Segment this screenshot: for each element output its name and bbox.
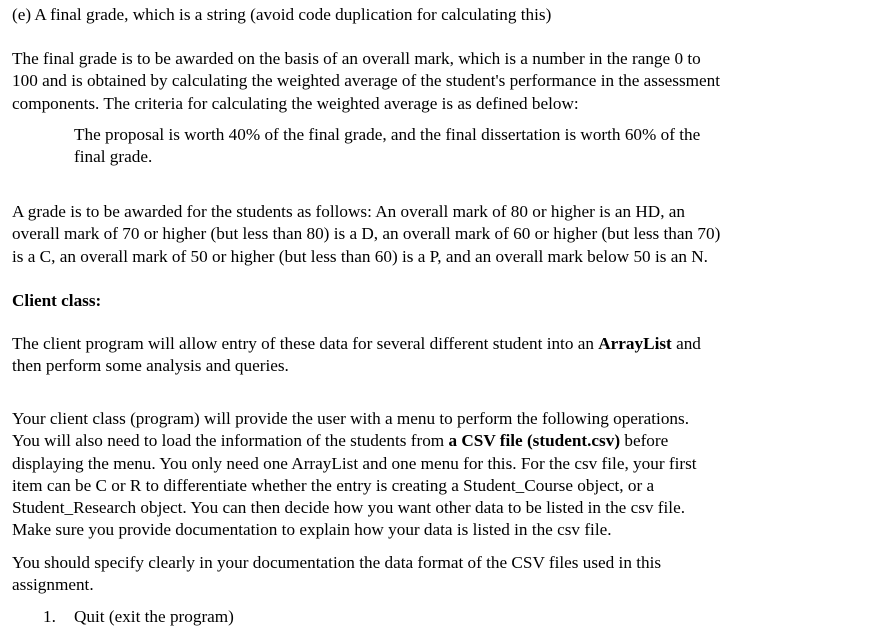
client-program-line-1-pre: The client program will allow entry of these data for several different student into an: [12, 334, 599, 353]
weighting-line-1: The proposal is worth 40% of the final grade, and the final dissertation is worth 60% of the: [74, 125, 701, 144]
section-e-text: (e) A final grade, which is a string (avoid code duplication for calculating this): [12, 5, 552, 24]
final-grade-line-2: 100 and is obtained by calculating the weighted average of the student's performance in the assessment: [12, 71, 721, 91]
menu-paragraph: [12, 408, 697, 542]
final-grade-line-3: components. The criteria for calculating the weighted average is as defined below:: [12, 93, 579, 113]
client-program-line-2: then perform some analysis and queries.: [12, 356, 289, 376]
final-grade-paragraph: [12, 48, 720, 115]
grades-line-2: overall mark of 70 or higher (but less than 80) is a D, an overall mark of 60 or higher (but less than 70): [12, 224, 721, 244]
grades-line-1: A grade is to be awarded for the students as follows: An overall mark of 80 or higher is an HD, an: [12, 202, 686, 221]
final-grade-line-1: The final grade is to be awarded on the basis of an overall mark, which is a number in the range 0 to: [12, 49, 701, 68]
menu-line-1: Your client class (program) will provide the user with a menu to perform the following operations.: [12, 409, 690, 428]
arraylist-bold: ArrayList: [598, 334, 672, 353]
client-program-line-1-post: and: [671, 334, 701, 353]
menu-list: [12, 606, 862, 628]
list-item-number: 1.: [43, 607, 56, 626]
menu-line-4: item can be C or R to differentiate whether the entry is creating a Student_Course object, or a: [12, 475, 655, 495]
menu-line-2-post: before: [620, 431, 669, 451]
csv-line-2: assignment.: [12, 575, 94, 595]
client-class-heading: Client class:: [12, 291, 102, 310]
weighting-line-2: final grade.: [74, 147, 153, 167]
list-item: [12, 606, 862, 628]
menu-line-6: Make sure you provide documentation to explain how your data is listed in the csv file.: [12, 520, 612, 540]
grades-line-3: is a C, an overall mark of 50 or higher (but less than 60) is a P, and an overall mark below 50 is an N.: [12, 246, 708, 266]
menu-line-2: [12, 430, 697, 452]
menu-line-5: Student_Research object. You can then decide how you want other data to be listed in the csv file.: [12, 498, 686, 518]
client-program-line-1: [12, 333, 701, 355]
client-program-paragraph: [12, 333, 701, 378]
grades-paragraph: [12, 201, 720, 268]
csv-paragraph: [12, 552, 661, 597]
csv-file-bold: a CSV file (student.csv): [448, 431, 621, 451]
csv-line-1: You should specify clearly in your documentation the data format of the CSV files used in this: [12, 553, 662, 572]
menu-line-3: displaying the menu. You only need one ArrayList and one menu for this. For the csv file, your first: [12, 453, 697, 473]
weighting-paragraph: [12, 124, 700, 169]
menu-line-2-pre: You will also need to load the information of the students from: [12, 431, 449, 451]
section-e-heading: [12, 4, 551, 26]
list-item-label: Quit (exit the program): [74, 607, 234, 626]
